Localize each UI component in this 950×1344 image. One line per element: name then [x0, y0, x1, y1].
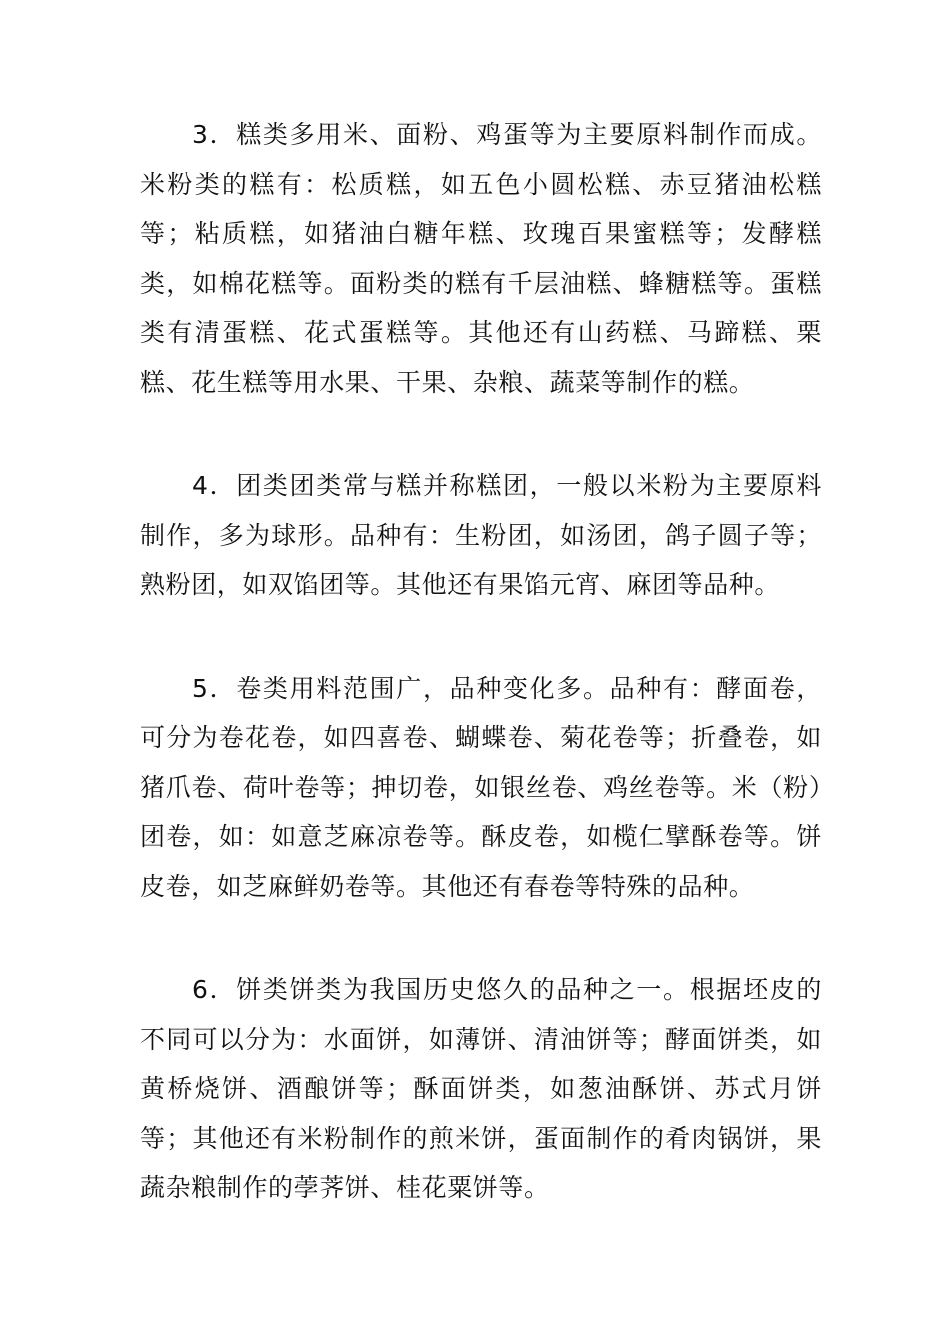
paragraph-dumpling: 4．团类团类常与糕并称糕团，一般以米粉为主要原料制作，多为球形。品种有：生粉团，如汤团，鸽子圆子等；熟粉团，如双馅团等。其他还有果馅元宵、麻团等品种。 [140, 471, 822, 599]
paragraph-spacer [140, 407, 822, 461]
paragraph-roll: 5．卷类用料范围广，品种变化多。品种有：酵面卷，可分为卷花卷，如四喜卷、蝴蝶卷、菊花卷等；折叠卷，如猪爪卷、荷叶卷等；抻切卷，如银丝卷、鸡丝卷等。米（粉）团卷，如：如意芝麻凉卷等。酥皮卷，如榄仁擘酥卷等。饼皮卷，如芝麻鲜奶卷等。其他还有春卷等特殊的品种。 [140, 673, 822, 901]
paragraph-spacer [140, 610, 822, 664]
paragraph-spacer [140, 911, 822, 965]
paragraph-pancake: 6．饼类饼类为我国历史悠久的品种之一。根据坯皮的不同可以分为：水面饼，如薄饼、清油饼等；酵面饼类，如黄桥烧饼、酒酿饼等；酥面饼类，如葱油酥饼、苏式月饼等；其他还有米粉制作的煎米饼，蛋面制作的肴肉锅饼，果蔬杂粮制作的荸荠饼、桂花粟饼等。 [140, 975, 822, 1202]
document-body [140, 110, 822, 1213]
paragraph-cake: 3．糕类多用米、面粉、鸡蛋等为主要原料制作而成。米粉类的糕有：松质糕，如五色小圆松糕、赤豆猪油松糕等；粘质糕，如猪油白糖年糕、玫瑰百果蜜糕等；发酵糕类，如棉花糕等。面粉类的糕有千层油糕、蜂糖糕等。蛋糕类有清蛋糕、花式蛋糕等。其他还有山药糕、马蹄糕、栗糕、花生糕等用水果、干果、杂粮、蔬菜等制作的糕。 [140, 120, 822, 397]
